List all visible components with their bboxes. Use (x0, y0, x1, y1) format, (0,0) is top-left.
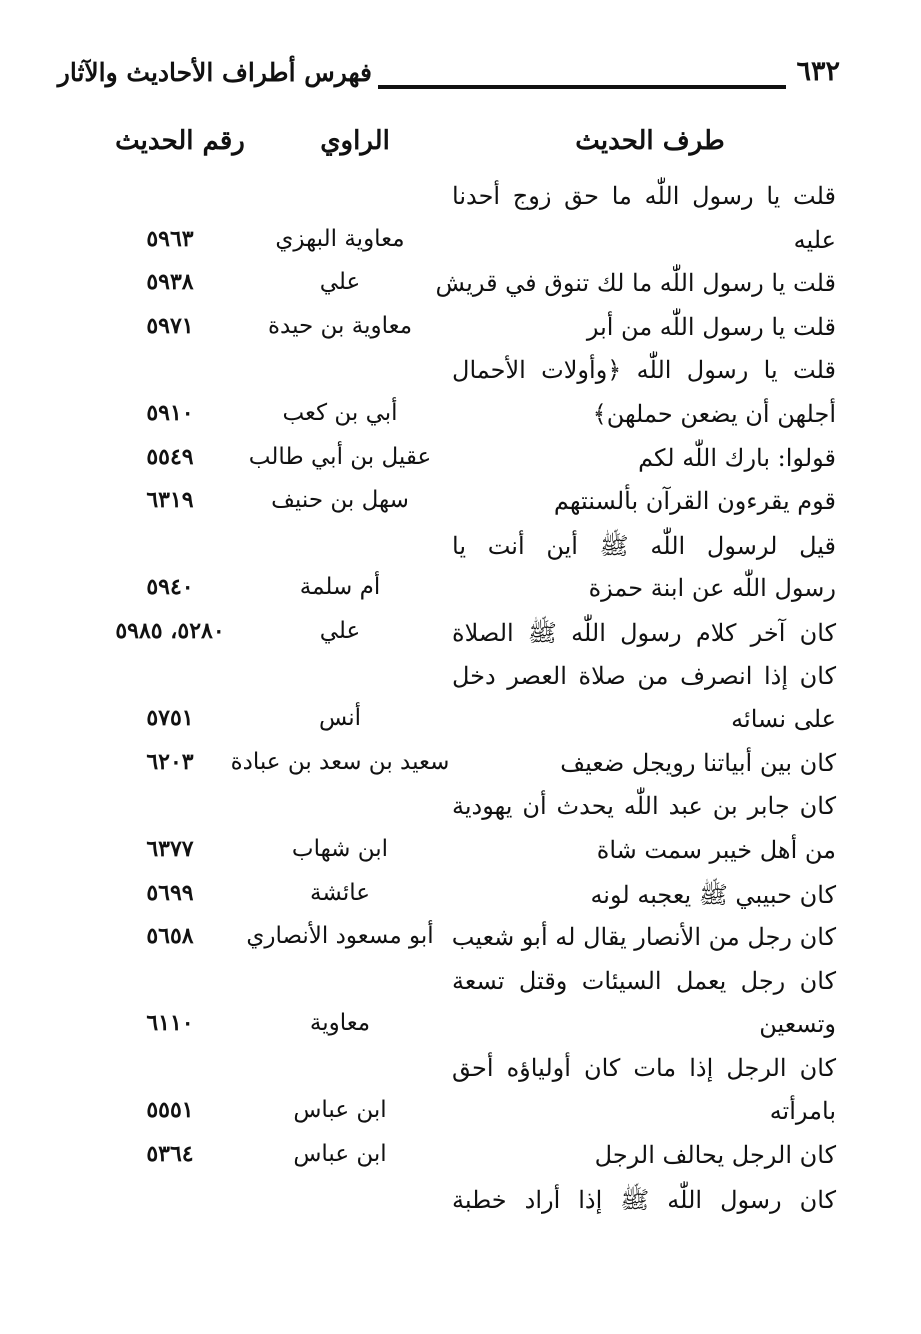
hadith-excerpt: على نسائه (731, 705, 836, 734)
hadith-excerpt: كان الرجل إذا مات كان أولياؤه أحق (452, 1053, 836, 1082)
hadith-excerpt: قلت يا رسول اللّٰه ما لك تنوق في قريش (435, 269, 836, 298)
hadith-excerpt: قلت يا رسول اللّٰه ما حق زوج أحدنا (452, 182, 836, 210)
table-row (0, 396, 921, 440)
table-row (0, 1137, 921, 1181)
table-row (0, 222, 921, 266)
hadith-excerpt: كان إذا انصرف من صلاة العصر دخل (452, 661, 836, 690)
table-row (0, 614, 921, 658)
hadith-number: ٥٢٨٠، ٥٩٨٥ (115, 617, 225, 644)
narrator-name: معاوية (309, 1010, 371, 1037)
narrator-name: أنس (318, 705, 362, 732)
table-row (0, 963, 921, 1007)
hadith-number: ٥٩٤٠ (146, 574, 194, 601)
table-row (0, 658, 921, 702)
narrator-name: ابن عباس (293, 1141, 387, 1168)
table-row (0, 1093, 921, 1137)
narrator-name: عقيل بن أبي طالب (248, 443, 432, 470)
table-row (0, 745, 921, 789)
narrator-name: أبو مسعود الأنصاري (246, 923, 434, 950)
hadith-number: ٥٥٥١ (146, 1097, 194, 1124)
narrator-name: ابن شهاب (291, 835, 389, 862)
hadith-excerpt: أجلهن أن يضعن حملهن﴾ (592, 399, 836, 428)
hadith-excerpt: رسول اللّٰه عن ابنة حمزة (588, 574, 836, 603)
hadith-excerpt: كان رسول اللّٰه ﷺ إذا أراد خطبة (452, 1185, 836, 1214)
table-row (0, 788, 921, 832)
table-row (0, 570, 921, 614)
column-header-narrator: الراوي (320, 126, 390, 156)
header-rule (378, 85, 786, 89)
hadith-excerpt: كان بين أبياتنا رويجل ضعيف (560, 748, 836, 777)
column-header-hadith: طرف الحديث (575, 126, 725, 156)
narrator-name: سهل بن حنيف (271, 487, 409, 514)
hadith-excerpt: قوم يقرءون القرآن بألسنتهم (553, 487, 836, 516)
table-row (0, 309, 921, 353)
hadith-excerpt: كان رجل يعمل السيئات وقتل تسعة (452, 966, 836, 995)
hadith-number: ٥٩١٠ (146, 399, 194, 426)
narrator-name: معاوية البهزي (275, 225, 405, 252)
table-row (0, 919, 921, 963)
hadith-excerpt: قلت يا رسول اللّٰه ﴿وأولات الأحمال (452, 356, 836, 385)
narrator-name: معاوية بن حيدة (267, 312, 413, 339)
hadith-number: ٥٦٥٨ (146, 923, 194, 950)
hadith-excerpt: كان الرجل يحالف الرجل (594, 1141, 836, 1170)
hadith-excerpt: بامرأته (769, 1097, 836, 1126)
table-row (0, 352, 921, 396)
narrator-name: ابن عباس (293, 1097, 387, 1124)
table-row (0, 876, 921, 920)
narrator-name: علي (319, 617, 361, 644)
hadith-excerpt: كان رجل من الأنصار يقال له أبو شعيب (451, 923, 836, 952)
hadith-excerpt: من أهل خيبر سمت شاة (596, 835, 836, 864)
hadith-excerpt: كان حبيبي ﷺ يعجبه لونه (590, 880, 836, 909)
hadith-number: ٥٩٦٣ (146, 225, 194, 252)
hadith-number: ٥٧٥١ (146, 705, 194, 732)
hadith-number: ٦٣٧٧ (146, 835, 194, 862)
narrator-name: عائشة (310, 879, 370, 906)
hadith-number: ٦٢٠٣ (146, 748, 194, 775)
hadith-excerpt: قيل لرسول اللّٰه ﷺ أين أنت يا (452, 531, 836, 560)
table-row (0, 1006, 921, 1050)
table-row (0, 483, 921, 527)
hadith-excerpt: كان آخر كلام رسول اللّٰه ﷺ الصلاة (452, 618, 836, 647)
hadith-number: ٥٣٦٤ (146, 1141, 194, 1168)
narrator-name: سعيد بن سعد بن عبادة (230, 748, 450, 775)
table-row (0, 527, 921, 571)
narrator-name: علي (319, 269, 361, 296)
narrator-name: أم سلمة (299, 574, 381, 601)
hadith-number: ٥٦٩٩ (146, 879, 194, 906)
hadith-excerpt: وتسعين (759, 1010, 836, 1039)
hadith-number: ٥٩٣٨ (146, 269, 194, 296)
hadith-number: ٦١١٠ (146, 1010, 194, 1037)
running-title: فهرس أطراف الأحاديث والآثار (57, 58, 372, 87)
table-row (0, 178, 921, 222)
index-table (0, 178, 921, 1224)
narrator-name: أبي بن كعب (282, 399, 398, 426)
hadith-excerpt: قلت يا رسول اللّٰه من أبر (586, 312, 836, 341)
hadith-number: ٥٥٤٩ (146, 443, 194, 470)
hadith-excerpt: قولوا: بارك اللّٰه لكم (638, 443, 836, 472)
table-row (0, 440, 921, 484)
page-number: ٦٣٢ (796, 56, 840, 87)
table-row (0, 1050, 921, 1094)
column-header-number: رقم الحديث (115, 126, 245, 156)
hadith-number: ٦٣١٩ (146, 487, 194, 514)
hadith-number: ٥٩٧١ (146, 312, 194, 339)
hadith-excerpt: كان جابر بن عبد اللّٰه يحدث أن يهودية (452, 792, 836, 821)
table-row (0, 832, 921, 876)
table-row (0, 701, 921, 745)
table-row (0, 265, 921, 309)
table-row (0, 1181, 921, 1225)
hadith-excerpt: عليه (793, 225, 836, 254)
